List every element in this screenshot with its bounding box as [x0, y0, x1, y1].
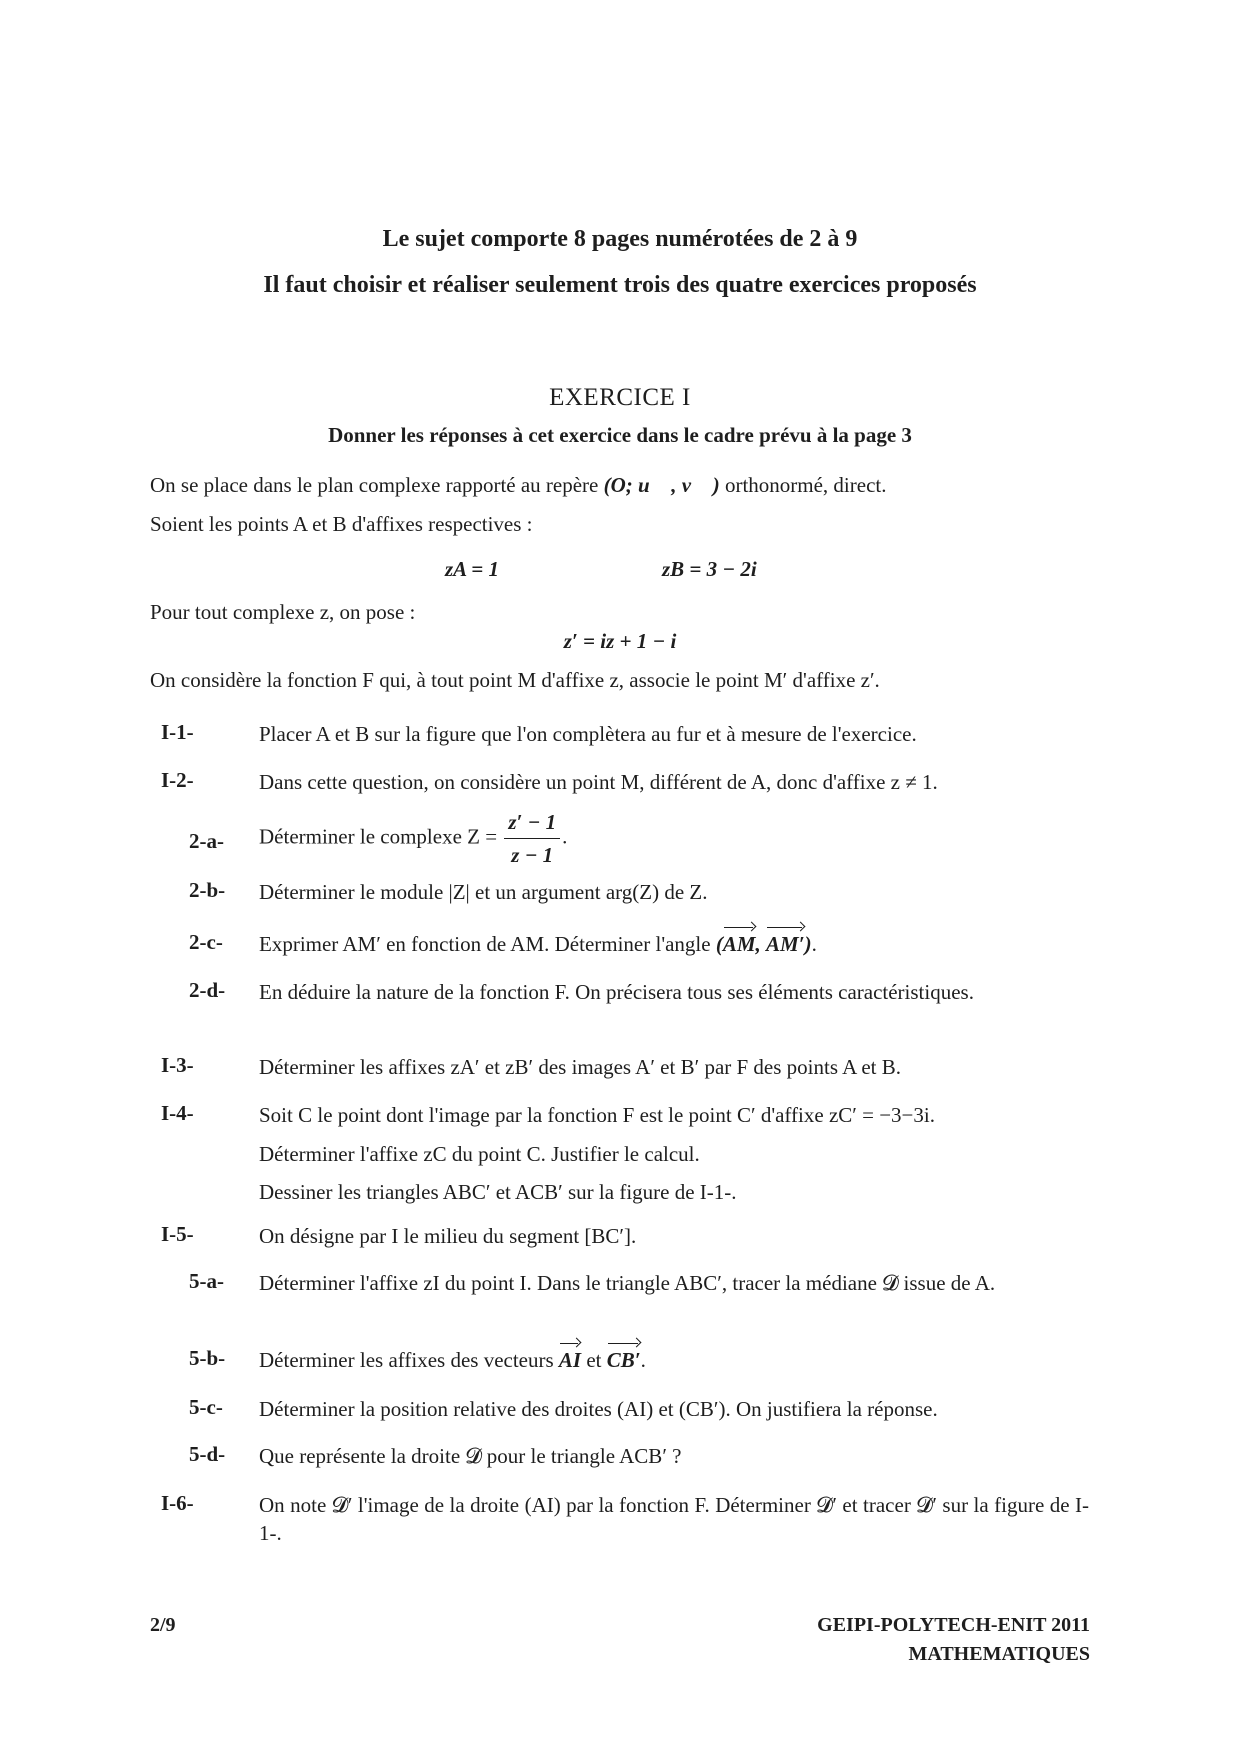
header-line-2: Il faut choisir et réaliser seulement trois des quatre exercices proposés	[263, 272, 977, 298]
question-label-5a: 5-a-	[189, 1269, 224, 1293]
question-text-i5: On désigne par I le milieu du segment [BC′].	[259, 1224, 637, 1248]
question-label-i1: I-1-	[161, 720, 194, 744]
question-label-5b: 5-b-	[189, 1346, 226, 1370]
question-label-i6: I-6-	[161, 1491, 194, 1515]
question-text-5b: Déterminer les affixes des vecteurs AI et CB′.	[259, 1348, 646, 1372]
question-text-i4-line3: Dessiner les triangles ABC′ et ACB′ sur la figure de I-1-.	[259, 1180, 737, 1204]
question-text-i6: On note 𝓓′ l'image de la droite (AI) par la fonction F. Déterminer 𝓓′ et tracer 𝓓′ sur la figure de I-1-.	[259, 1493, 1089, 1545]
question-label-i4: I-4-	[161, 1101, 194, 1125]
header-line-1: Le sujet comporte 8 pages numérotées de 2 à 9	[382, 226, 858, 252]
question-text-5d: Que représente la droite 𝓓 pour le triangle ACB′ ?	[259, 1444, 682, 1468]
intro-paragraph-3: Pour tout complexe z, on pose :	[150, 600, 416, 624]
question-text-i1: Placer A et B sur la figure que l'on complètera au fur et à mesure de l'exercice.	[259, 722, 917, 746]
question-label-2d: 2-d-	[189, 978, 226, 1002]
question-label-2a: 2-a-	[189, 829, 224, 853]
footer-subject: MATHEMATIQUES	[908, 1643, 1090, 1665]
question-text-i4-line1: Soit C le point dont l'image par la fonction F est le point C′ d'affixe zC′ = −3−3i.	[259, 1103, 935, 1127]
question-text-2d: En déduire la nature de la fonction F. On précisera tous ses éléments caractéristiques.	[259, 980, 974, 1004]
page-number: 2/9	[150, 1614, 176, 1636]
question-text-5c: Déterminer la position relative des droites (AI) et (CB′). On justifiera la réponse.	[259, 1397, 938, 1421]
question-label-i3: I-3-	[161, 1053, 194, 1077]
question-text-5a: Déterminer l'affixe zI du point I. Dans le triangle ABC′, tracer la médiane 𝓓 issue de A.	[259, 1271, 996, 1295]
vector-AM: AM	[722, 932, 756, 956]
exercise-subtitle: Donner les réponses à cet exercice dans le cadre prévu à la page 3	[328, 423, 912, 447]
question-label-5d: 5-d-	[189, 1442, 226, 1466]
intro-paragraph-2: Soient les points A et B d'affixes respectives :	[150, 512, 533, 536]
intro-paragraph-1: On se place dans le plan complexe rapporté au repère (O; u⃗ , v⃗ ) orthonormé, direct.	[150, 473, 887, 497]
question-text-i4-line2: Déterminer l'affixe zC du point C. Justifier le calcul.	[259, 1142, 700, 1166]
footer-exam-name: GEIPI-POLYTECH-ENIT 2011	[817, 1614, 1090, 1636]
question-label-5c: 5-c-	[189, 1395, 223, 1419]
vector-AI: AI	[558, 1348, 582, 1372]
question-label-i2: I-2-	[161, 768, 194, 792]
question-text-2c: Exprimer AM′ en fonction de AM. Déterminer l'angle (AM, AM′).	[259, 932, 817, 956]
equation-zprime: z′ = iz + 1 − i	[563, 629, 677, 653]
vector-CBprime: CB′	[606, 1348, 641, 1372]
exercise-title: EXERCICE I	[549, 384, 691, 411]
vector-AMprime: AM′	[766, 932, 805, 956]
equation-zA: zA = 1	[445, 557, 499, 581]
question-text-i3: Déterminer les affixes zA′ et zB′ des images A′ et B′ par F des points A et B.	[259, 1055, 902, 1079]
equation-zB: zB = 3 − 2i	[662, 557, 757, 581]
question-text-i2: Dans cette question, on considère un point M, différent de A, donc d'affixe z ≠ 1.	[259, 770, 938, 794]
question-text-2b: Déterminer le module |Z| et un argument arg(Z) de Z.	[259, 880, 708, 904]
question-label-2c: 2-c-	[189, 930, 223, 954]
question-label-i5: I-5-	[161, 1222, 194, 1246]
question-text-2a: Déterminer le complexe Z = $\frac{z' - 1}{z - 1}$ .	[259, 810, 568, 867]
fraction-Z: $\frac{z' - 1}{z - 1}$	[504, 808, 560, 869]
question-label-2b: 2-b-	[189, 878, 226, 902]
intro-paragraph-4: On considère la fonction F qui, à tout point M d'affixe z, associe le point M′ d'affixe z′.	[150, 668, 880, 692]
